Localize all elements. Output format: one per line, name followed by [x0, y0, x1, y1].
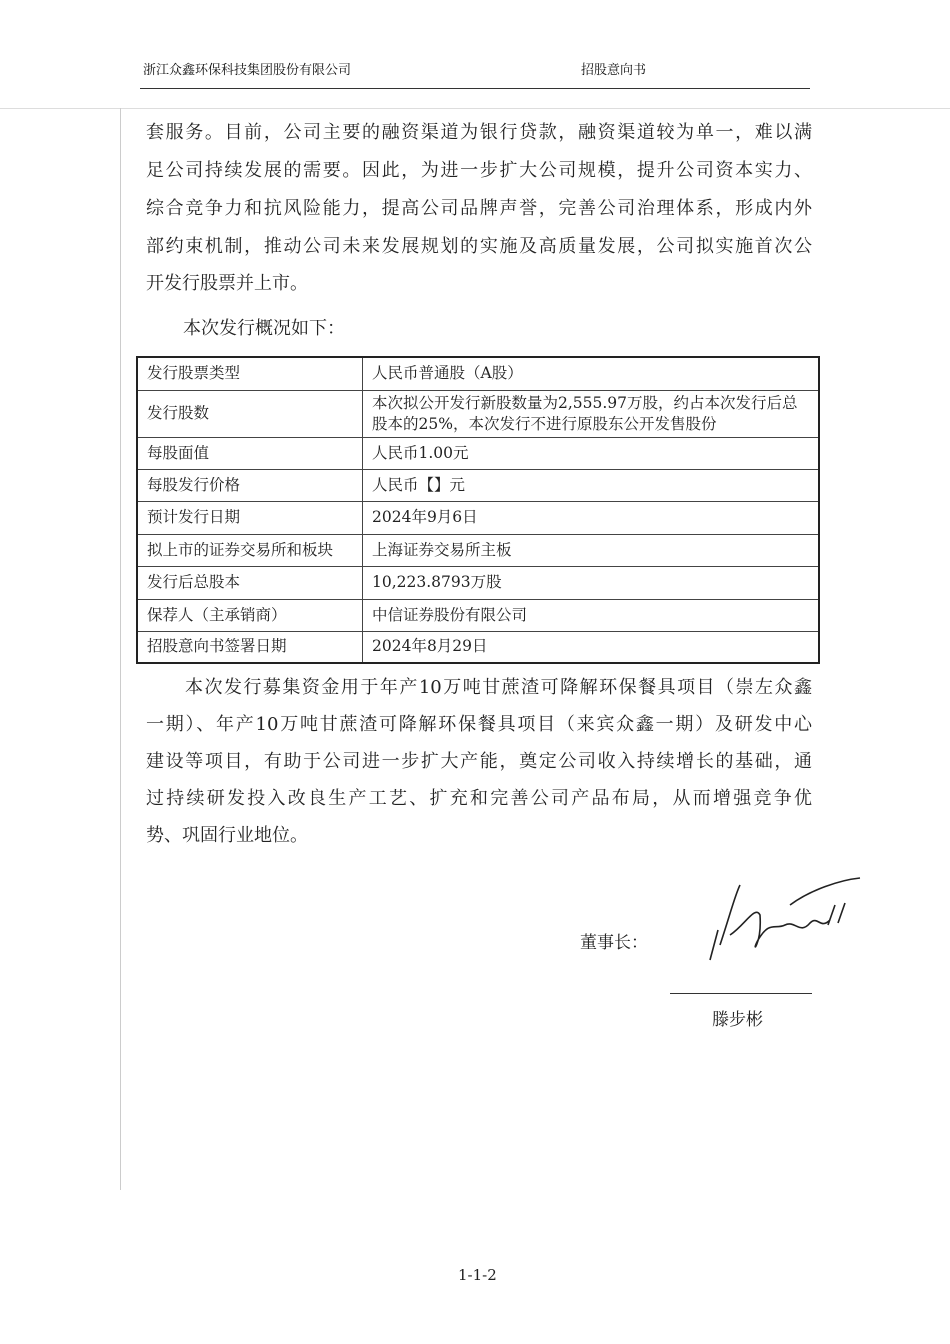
row-value: 人民币1.00元 — [363, 437, 820, 469]
row-key: 招股意向书签署日期 — [137, 631, 363, 663]
paragraph-line: 开发行股票并上市。 — [146, 273, 308, 294]
row-value: 10,223.8793万股 — [363, 566, 820, 599]
row-value: 2024年9月6日 — [363, 501, 820, 534]
table-row — [137, 599, 819, 631]
row-value: 人民币普通股（A股） — [363, 357, 820, 390]
header-company: 浙江众鑫环保科技集团股份有限公司 — [143, 63, 352, 78]
paragraph-line: 足公司持续发展的需要。因此，为进一步扩大公司规模，提升公司资本实力、 — [146, 160, 812, 181]
row-key: 拟上市的证券交易所和板块 — [137, 534, 363, 566]
paragraph-line: 部约束机制，推动公司未来发展规划的实施及高质量发展，公司拟实施首次公 — [146, 236, 812, 257]
row-key: 每股面值 — [137, 437, 363, 469]
row-value: 上海证券交易所主板 — [363, 534, 820, 566]
row-key: 发行股数 — [137, 390, 363, 437]
table-row — [137, 390, 819, 437]
paragraph-line: 本次发行募集资金用于年产10万吨甘蔗渣可降解环保餐具项目（崇左众鑫 — [146, 677, 812, 698]
row-value: 人民币【】元 — [363, 469, 820, 501]
row-key: 保荐人（主承销商） — [137, 599, 363, 631]
table-intro: 本次发行概况如下： — [183, 318, 345, 339]
table-row — [137, 437, 819, 469]
signatory-name: 滕步彬 — [712, 1010, 763, 1030]
row-key: 预计发行日期 — [137, 501, 363, 534]
offering-summary-table — [136, 356, 820, 664]
paragraph-line: 势、巩固行业地位。 — [146, 825, 308, 846]
signature-line — [670, 993, 812, 994]
signature-label: 董事长： — [580, 933, 648, 953]
header-rule — [140, 88, 810, 89]
row-key: 发行后总股本 — [137, 566, 363, 599]
paragraph-line: 套服务。目前，公司主要的融资渠道为银行贷款，融资渠道较为单一，难以满 — [146, 122, 812, 143]
table-row — [137, 501, 819, 534]
handwritten-signature — [700, 875, 865, 975]
header-doc-type: 招股意向书 — [581, 63, 647, 78]
page-number: 1-1-2 — [458, 1266, 497, 1284]
scan-edge — [0, 108, 950, 109]
scan-edge — [120, 108, 121, 1190]
table-row — [137, 534, 819, 566]
table-row — [137, 357, 819, 390]
paragraph-line: 综合竞争力和抗风险能力，提高公司品牌声誉，完善公司治理体系，形成内外 — [146, 198, 812, 219]
row-value: 本次拟公开发行新股数量为2,555.97万股，约占本次发行后总股本的25%，本次发行不进行原股东公开发售股份 — [363, 390, 820, 437]
row-value: 中信证券股份有限公司 — [363, 599, 820, 631]
paragraph-line: 建设等项目，有助于公司进一步扩大产能，奠定公司收入持续增长的基础，通 — [146, 751, 812, 772]
paragraph-line: 一期）、年产10万吨甘蔗渣可降解环保餐具项目（来宾众鑫一期）及研发中心 — [146, 714, 812, 735]
table-row — [137, 566, 819, 599]
table-row — [137, 631, 819, 663]
row-key: 发行股票类型 — [137, 357, 363, 390]
row-key: 每股发行价格 — [137, 469, 363, 501]
paragraph-line: 过持续研发投入改良生产工艺、扩充和完善公司产品布局，从而增强竞争优 — [146, 788, 812, 809]
row-value: 2024年8月29日 — [363, 631, 820, 663]
table-row — [137, 469, 819, 501]
